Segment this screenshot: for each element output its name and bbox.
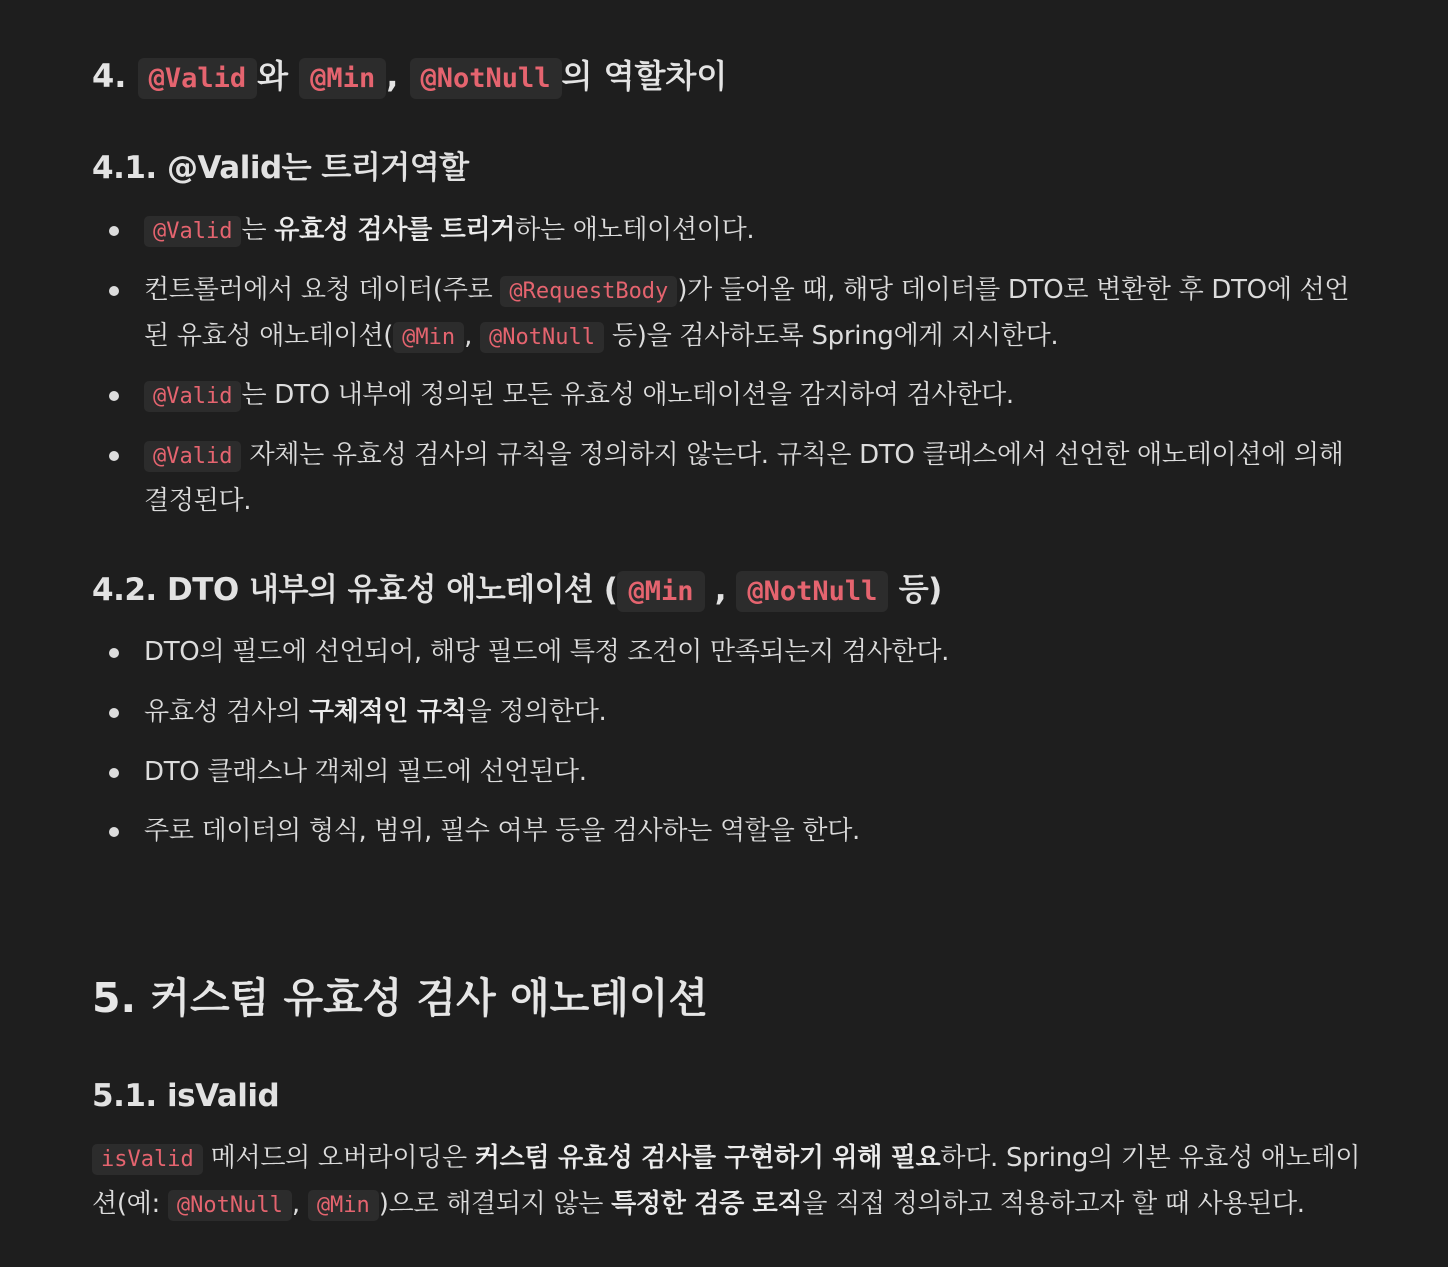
inline-code: @Valid — [144, 216, 241, 247]
inline-code: @Valid — [144, 441, 241, 472]
section-5-heading: 5. 커스텀 유효성 검사 애노테이션 — [92, 974, 709, 1022]
subsection-4-2-heading: 4.2. DTO 내부의 유효성 애노테이션 ( @Min , @NotNull 등) — [92, 568, 942, 614]
inline-code-valid: @Valid — [138, 58, 258, 99]
inline-code-notnull: @NotNull — [736, 571, 888, 612]
subsection-5-1-heading: 5.1. isValid — [92, 1078, 280, 1114]
inline-code-notnull: @NotNull — [410, 58, 562, 99]
list-item: @Valid 는 유효성 검사를 트리거하는 애노테이션이다. — [144, 208, 1364, 254]
bold-text: 특정한 검증 로직 — [611, 1189, 803, 1219]
list-item: DTO의 필드에 선언되어, 해당 필드에 특정 조건이 만족되는지 검사한다. — [144, 630, 1364, 675]
inline-code: @RequestBody — [500, 276, 677, 307]
inline-code: @Valid — [144, 381, 241, 412]
heading-comma: , — [386, 57, 399, 95]
bold-text: 유효성 검사를 트리거 — [274, 215, 516, 245]
section-4-number: 4. — [92, 57, 127, 95]
bold-text: 커스텀 유효성 검사를 구현하기 위해 필요 — [474, 1143, 941, 1173]
list-item: 컨트롤러에서 요청 데이터(주로 @RequestBody )가 들어올 때, 해당 데이터를 DTO로 변환한 후 DTO에 선언된 유효성 애노테이션( @Min , @NotNull 등)을 검사하도록 Spring에게 지시한다. — [144, 268, 1364, 360]
list-item: 유효성 검사의 구체적인 규칙을 정의한다. — [144, 690, 1364, 735]
inline-code: @NotNull — [168, 1190, 292, 1221]
list-item: 주로 데이터의 형식, 범위, 필수 여부 등을 검사하는 역할을 한다. — [144, 809, 1364, 854]
inline-code: isValid — [92, 1144, 203, 1175]
bold-text: 구체적인 규칙 — [308, 697, 467, 727]
list-item: @Valid 자체는 유효성 검사의 규칙을 정의하지 않는다. 규칙은 DTO 클래스에서 선언한 애노테이션에 의해 결정된다. — [144, 433, 1364, 524]
subsection-4-1-heading: 4.1. @Valid는 트리거역할 — [92, 150, 469, 186]
heading-text: 의 역할차이 — [561, 57, 728, 95]
list-item: @Valid 는 DTO 내부에 정의된 모든 유효성 애노테이션을 감지하여 검사한다. — [144, 373, 1364, 419]
inline-code-min: @Min — [299, 58, 386, 99]
list-item: DTO 클래스나 객체의 필드에 선언된다. — [144, 750, 1364, 795]
inline-code: @Min — [308, 1190, 379, 1221]
heading-text: 와 — [257, 57, 289, 95]
inline-code-min: @Min — [617, 571, 704, 612]
inline-code: @Min — [393, 322, 464, 353]
section-4-heading — [92, 54, 727, 101]
paragraph: isValid 메서드의 오버라이딩은 커스텀 유효성 검사를 구현하기 위해 필요하다. Spring의 기본 유효성 애노테이션(예: @NotNull , @Min )으로 해결되지 않는 특정한 검증 로직을 직접 정의하고 적용하고자 할 때 사용된다. — [92, 1143, 1361, 1219]
inline-code: @NotNull — [480, 322, 604, 353]
